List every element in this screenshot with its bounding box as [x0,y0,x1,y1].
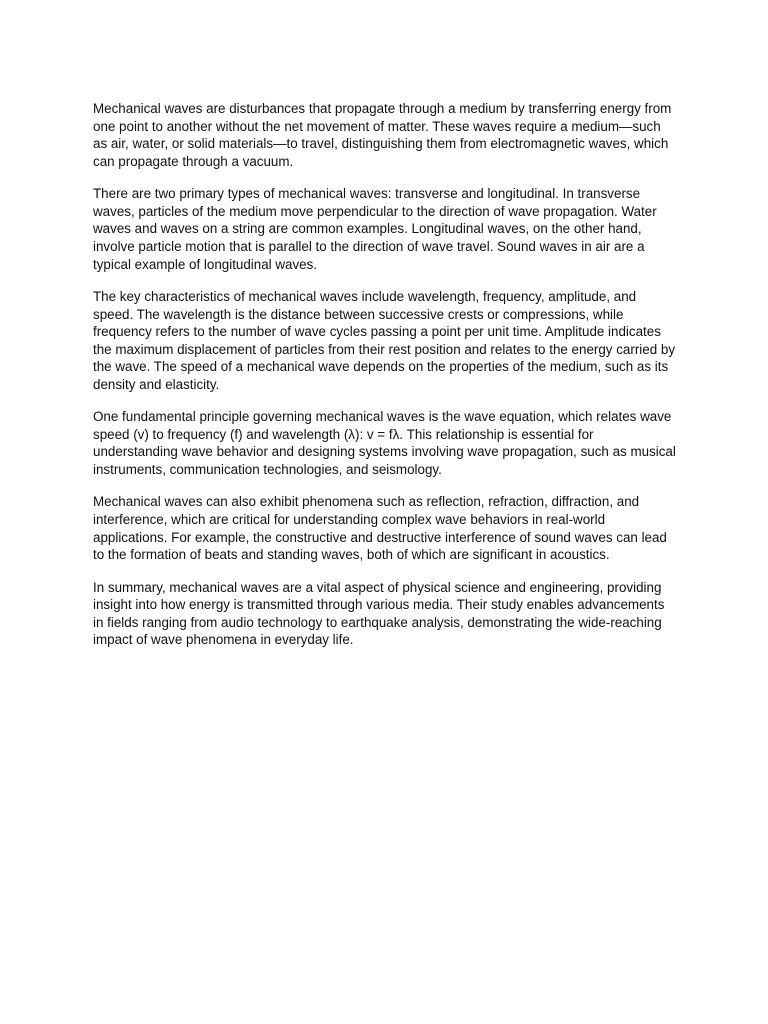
document-body [93,100,677,664]
paragraph-wave-types: There are two primary types of mechanical waves: transverse and longitudinal. In transverse waves, particles of the medium move perpendicular to the direction of wave propagation. Water waves and waves on a string are common examples. Longitudinal waves, on the other hand, involve particle motion that is parallel to the direction of wave travel. Sound waves in air are a typical example of longitudinal waves. [93,186,657,272]
paragraph-wave-equation: One fundamental principle governing mechanical waves is the wave equation, which relates wave speed (v) to frequency (f) and wavelength (λ): v = fλ. This relationship is essential for understanding wave behavior and designing systems involving wave propagation, such as musical instruments, communication technologies, and seismology. [93,409,676,478]
paragraph-intro: Mechanical waves are disturbances that propagate through a medium by transferring energy from one point to another without the net movement of matter. These waves require a medium—such as air, water, or solid materials—to travel, distinguishing them from electromagnetic waves, which can propagate through a vacuum. [93,101,672,169]
paragraph-summary: In summary, mechanical waves are a vital aspect of physical science and engineering, providing insight into how energy is transmitted through various media. Their study enables advancements in fields ranging from audio technology to earthquake analysis, demonstrating the wide-reaching impact of wave phenomena in everyday life. [93,579,665,648]
paragraph-characteristics: The key characteristics of mechanical waves include wavelength, frequency, amplitude, and speed. The wavelength is the distance between successive crests or compressions, while frequency refers to the number of wave cycles passing a point per unit time. Amplitude indicates the maximum displacement of particles from their rest position and relates to the energy carried by the wave. The speed of a mechanical wave depends on the properties of the medium, such as its density and elasticity. [93,288,676,392]
paragraph-phenomena: Mechanical waves can also exhibit phenomena such as reflection, refraction, diffraction, and interference, which are critical for understanding complex wave behaviors in real-world applications. For example, the constructive and destructive interference of sound waves can lead to the formation of beats and standing waves, both of which are significant in acoustics. [93,494,667,563]
